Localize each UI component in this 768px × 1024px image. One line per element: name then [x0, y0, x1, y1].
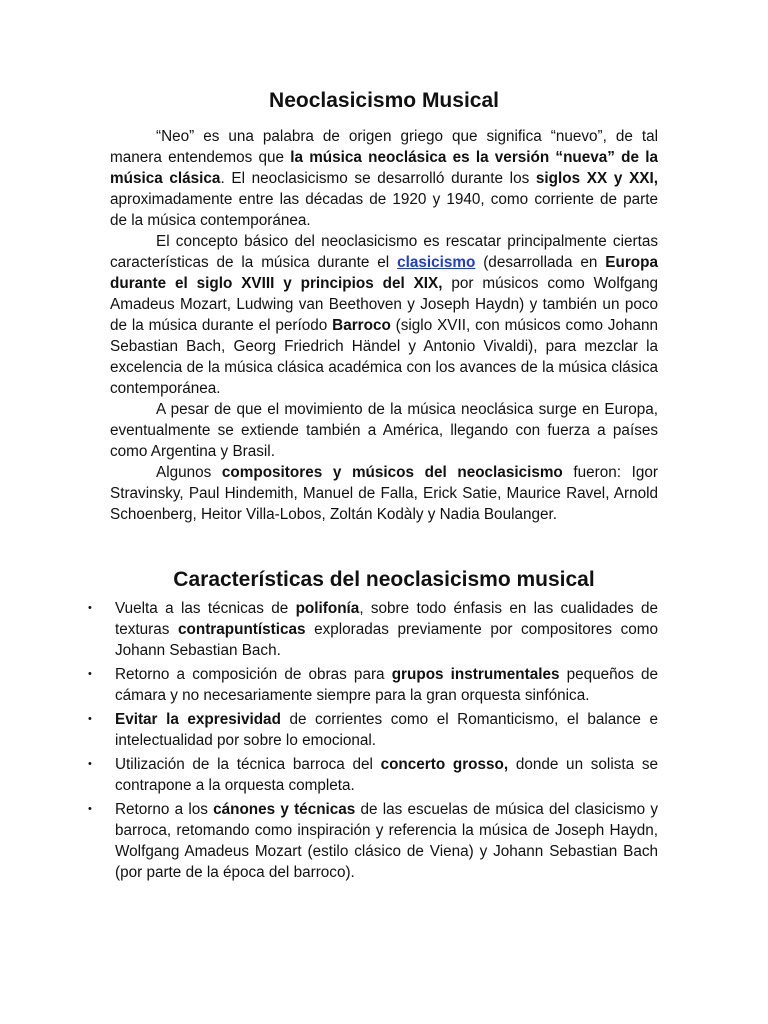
item-text: Retorno a composición de obras para: [115, 666, 392, 683]
bold-text: la música neoclásica es la versión “nueva” de la música clásica: [110, 149, 658, 187]
bold-text: Barroco: [332, 317, 391, 334]
bold-text: grupos instrumentales: [391, 666, 560, 683]
list-item: [88, 709, 658, 751]
bullet-icon: •: [88, 668, 92, 680]
bold-text: compositores y músicos del neoclasicismo: [221, 464, 563, 481]
item-text: exploradas previamente por compositores como Johann Sebastian Bach.: [115, 621, 658, 659]
list-item: [88, 754, 658, 796]
paragraph-text: A pesar de que el movimiento de la música neoclásica surge en Europa, eventualmente se extiende también a América, llegando con fuerza a países como Argentina y Brasil.: [110, 401, 658, 460]
paragraph-text: aproximadamente entre las décadas de 1920 y 1940, como corriente de parte de la música contemporánea.: [110, 191, 658, 229]
bold-text: Evitar la expresividad: [115, 711, 281, 728]
paragraph-text: Algunos: [156, 464, 222, 481]
item-text: donde un solista se contrapone a la orquesta completa.: [115, 756, 658, 794]
item-text: pequeños de cámara y no necesariamente siempre para la gran orquesta sinfónica.: [115, 666, 658, 704]
list-item: [88, 799, 658, 883]
item-text: de las escuelas de música del clasicismo y barroca, retomando como inspiración y referencia la música de Joseph Haydn, Wolfgang Amadeus Mozart (estilo clásico de Viena) y Johann Sebastian Bach (por parte de la época del barroco).: [115, 801, 658, 881]
bold-text: concerto grosso,: [380, 756, 509, 773]
bullet-icon: •: [88, 602, 92, 614]
characteristics-list: [88, 598, 658, 886]
bullet-icon: •: [88, 713, 92, 725]
paragraph-text: “Neo” es una palabra de origen griego que significa “nuevo”, de tal manera entendemos que: [110, 128, 658, 166]
item-text: de corrientes como el Romanticismo, el balance e intelectualidad por sobre lo emocional.: [115, 711, 658, 749]
paragraph-text: por músicos como Wolfgang Amadeus Mozart, Ludwing van Beethoven y Joseph Haydn) y también un poco de la música durante el período: [110, 275, 658, 334]
bold-text: Europa durante el siglo XVIII y principios del XIX,: [110, 254, 658, 292]
paragraph-text: . El neoclasicismo se desarrolló durante los: [220, 170, 536, 187]
intro-section: [110, 126, 658, 525]
bold-text: cánones y técnicas: [213, 801, 356, 818]
paragraph-text: (siglo XVII, con músicos como Johann Sebastian Bach, Georg Friedrich Händel y Antonio Vivaldi), para mezclar la excelencia de la música clásica académica con los avances de la música clásica contemporánea.: [110, 317, 658, 397]
paragraph-1: [110, 126, 658, 231]
bold-text: siglos XX y XXI,: [535, 170, 658, 187]
paragraph-text: fueron: Igor Stravinsky, Paul Hindemith, Manuel de Falla, Erick Satie, Maurice Ravel, Arnold Schoenberg, Heitor Villa-Lobos, Zoltán Kodàly y Nadia Boulanger.: [110, 464, 659, 523]
section-title: Características del neoclasicismo musical: [173, 568, 595, 591]
paragraph-4: [110, 462, 658, 525]
item-text: Retorno a los: [115, 801, 214, 818]
bold-text: polifonía: [295, 600, 360, 617]
paragraph-3: [110, 399, 658, 462]
paragraph-text: El concepto básico del neoclasicismo es rescatar principalmente ciertas características de la música durante el: [110, 233, 658, 271]
paragraph-text: (desarrollada en: [475, 254, 606, 271]
page-title: Neoclasicismo Musical: [269, 89, 499, 112]
paragraph-2: [110, 231, 658, 399]
item-text: Utilización de la técnica barroca del: [115, 756, 381, 773]
item-text: Vuelta a las técnicas de: [115, 600, 296, 617]
list-item: [88, 598, 658, 661]
list-item: [88, 664, 658, 706]
item-text: , sobre todo énfasis en las cualidades de texturas: [115, 600, 658, 638]
bullet-icon: •: [88, 803, 92, 815]
bold-text: contrapuntísticas: [178, 621, 306, 638]
clasicismo-link[interactable]: clasicismo: [397, 254, 476, 271]
bullet-icon: •: [88, 758, 92, 770]
